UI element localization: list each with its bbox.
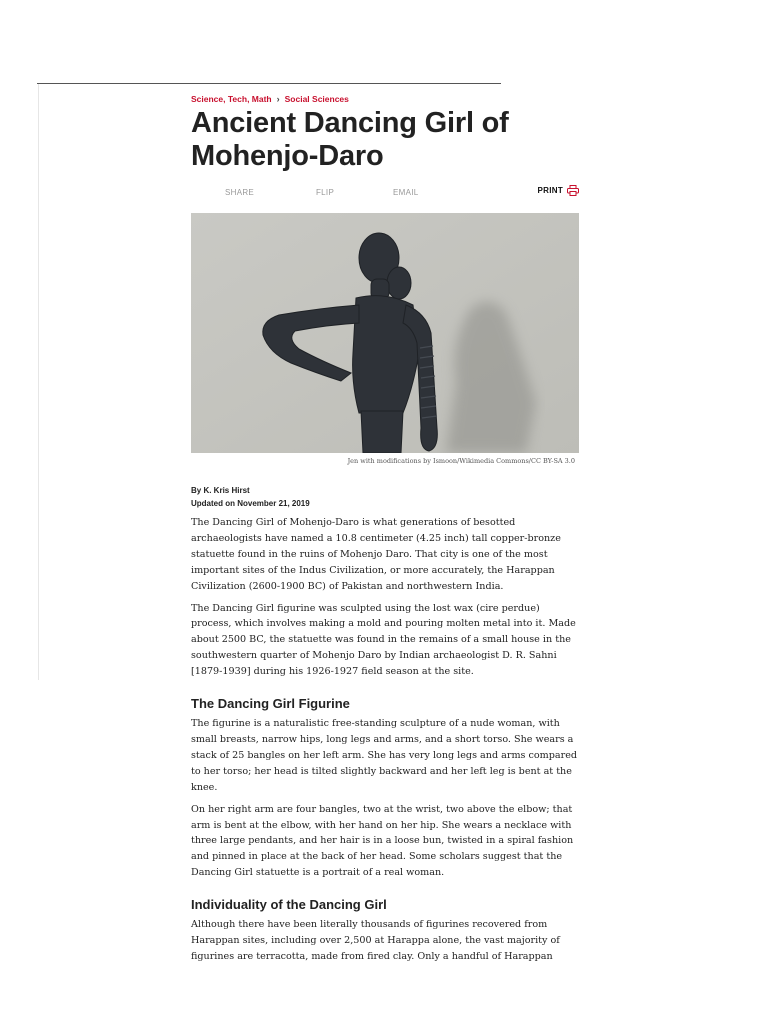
paragraph: The figurine is a naturalistic free-standing sculpture of a nude woman, with small breasts, narrow hips, long legs and arms, and a short torso. She wears a stack of 25 bangles on her left arm. She has very long legs and arms compared to her torso; her head is tilted slightly backward and her left leg is bent at the knee. (191, 718, 578, 793)
breadcrumb-separator-icon: › (276, 94, 280, 104)
top-divider (37, 83, 501, 84)
image-credit: Jen with modifications by Ismoon/Wikimedia Commons/CC BY-SA 3.0 (347, 457, 575, 465)
left-divider (38, 84, 39, 680)
section-heading: The Dancing Girl Figurine (191, 696, 350, 712)
printer-icon (567, 185, 579, 196)
author-link[interactable]: By K. Kris Hirst (191, 486, 250, 495)
breadcrumb (191, 94, 349, 104)
print-button[interactable] (538, 185, 580, 196)
page-title: Ancient Dancing Girl of Mohenjo-Daro (191, 107, 509, 172)
dancing-girl-statuette-image (191, 213, 579, 453)
email-button[interactable]: EMAIL (393, 188, 419, 197)
article-body (191, 515, 579, 971)
updated-date: Updated on November 21, 2019 (191, 498, 310, 508)
print-label: PRINT (537, 186, 563, 195)
article-photo (191, 213, 579, 453)
paragraph: The Dancing Girl figurine was sculpted using the lost wax (cire perdue) process, which involves making a mold and pouring molten metal into it. Made about 2500 BC, the statuette was found in the remains of a small house in the southwestern quarter of Mohenjo Daro by Indian archaeologist D. R. Sahni [1879-1939] during his 1926-1927 field season at the site. (191, 602, 576, 678)
breadcrumb-current-link[interactable]: Social Sciences (284, 94, 349, 104)
paragraph: On her right arm are four bangles, two at the wrist, two above the elbow; that arm is bent at the elbow, with her hand on her hip. She wears a necklace with three large pendants, and her hair is in a loose bun, twisted in a spiral fashion and pinned in place at the back of her head. Some scholars suggest that the Dancing Girl statuette is a portrait of a real woman. (191, 803, 574, 879)
section-heading: Individuality of the Dancing Girl (191, 897, 387, 913)
flip-button[interactable]: FLIP (316, 188, 335, 197)
paragraph: The Dancing Girl of Mohenjo-Daro is what generations of besotted archaeologists have named a 10.8 centimeter (4.25 inch) tall copper-bronze statuette found in the ruins of Mohenjo Daro. That city is one of the most important sites of the Indus Civilization, or more accurately, the Harappan Civilization (2600-1900 BC) of Pakistan and northwestern India. (191, 517, 561, 592)
share-button[interactable]: SHARE (225, 188, 255, 197)
breadcrumb-parent-link[interactable]: Science, Tech, Math (191, 94, 272, 104)
byline (191, 485, 310, 510)
paragraph: Although there have been literally thousands of figurines recovered from Harappan sites, including over 2,500 at Harappa alone, the vast majority of figurines are terracotta, made from fired clay. Only a handful of Harappan (191, 919, 560, 962)
share-bar (191, 185, 579, 199)
